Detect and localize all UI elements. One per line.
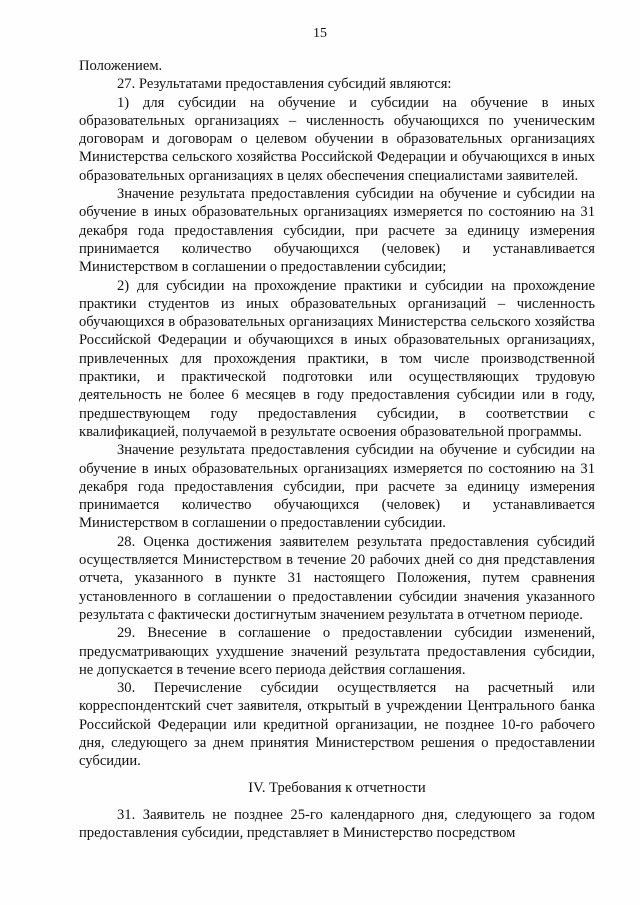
paragraph-item-27: 27. Результатами предоставления субсидий являются: xyxy=(117,76,452,93)
paragraph-item-29: 29. Внесение в соглашение о предоставлении субсидии изменений, предусматривающих ухудшение значений результата предоставления субсидии, не допускается в течение всего периода действия соглашения. xyxy=(79,625,595,678)
paragraph-subitem-1: 1) для субсидии на обучение и субсидии на обучение в иных образовательных организациях – численность обучающихся по ученическим договорам и договорам о целевом обучении в образовательных организациях Министерства сельского хозяйства Российской Федерации и обучающихся в иных образовательных организациях в целях обеспечения специалистами заявителей. xyxy=(79,94,595,184)
section-heading: IV. Требования к отчетности xyxy=(248,779,426,796)
paragraph-item-28: 28. Оценка достижения заявителем результата предоставления субсидий осуществляется Министерством в течение 20 рабочих дней со дня представления отчета, указанного в пункте 31 настоящего Положения, путем сравнения установленного в соглашении о предоставлении субсидии значения указанного результата с фактически достигнутым значением результата в отчетном периоде. xyxy=(79,533,595,623)
paragraph-result-value-2: Значение результата предоставления субсидии на обучение и субсидии на обучение в иных образовательных организациях измеряется по состоянию на 31 декабря года предоставления субсидии, при расчете за единицу измерения принимается количество обучающихся (человек) и устанавливается Министерством в соглашении о предоставлении субсидии. xyxy=(79,442,595,532)
paragraph-item-31: 31. Заявитель не позднее 25-го календарного дня, следующего за годом предоставления субсидии, представляет в Министерство посредством xyxy=(79,806,595,842)
paragraph-result-value-1: Значение результата предоставления субсидии на обучение и субсидии на обучение в иных образовательных организациях измеряется по состоянию на 31 декабря года предоставления субсидии, при расчете за единицу измерения принимается количество обучающихся (человек) и устанавливается Министерством в соглашении о предоставлении субсидии; xyxy=(79,186,595,276)
paragraph-continuation: Положением. xyxy=(79,58,163,74)
document-body xyxy=(79,57,595,842)
paragraph-item-30: 30. Перечисление субсидии осуществляется на расчетный или корреспондентский счет заявителя, открытый в учреждении Центрального банка Российской Федерации или кредитной организации, не позднее 10-го рабочего дня, следующего за днем принятия Министерством решения о предоставлении субсидии. xyxy=(79,680,595,770)
page-number: 15 xyxy=(313,26,327,41)
paragraph-subitem-2: 2) для субсидии на прохождение практики и субсидии на прохождение практики студентов из иных образовательных организаций – численность обучающихся в образовательных организациях Министерства сельского хозяйства Российской Федерации и обучающихся в иных образовательных организациях, привлеченных для прохождения практики, в том числе производственной практики, и практической подготовки или осуществляющих трудовую деятельность не более 6 месяцев в году предоставления субсидии или в году, предшествующем году предоставления субсидии, в соответствии с квалификацией, получаемой в результате освоения образовательной программы. xyxy=(79,277,595,440)
